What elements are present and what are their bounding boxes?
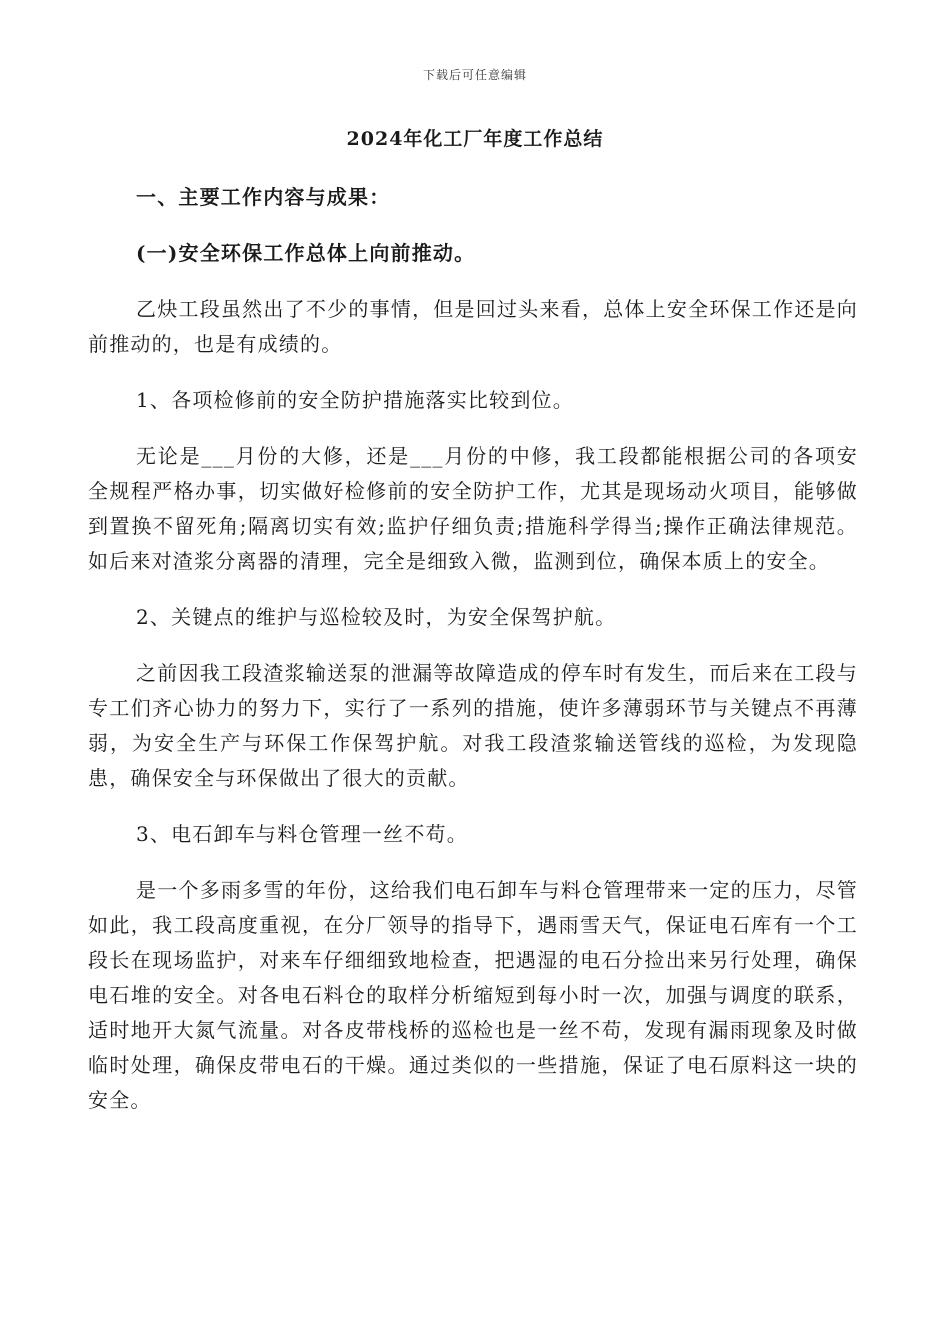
section-heading: 一、主要工作内容与成果： [136, 185, 391, 209]
subsection-heading: (一)安全环保工作总体上向前推动。 [136, 241, 476, 265]
item-1-body: 无论是___月份的大修，还是___月份的中修，我工段都能根据公司的各项安全规程严格办事，切实做好检修前的安全防护工作，尤其是现场动火项目，能够做到置换不留死角;隔离切实有效;监护仔细负责;措施科学得当;操作正确法律规范。如后来对渣浆分离器的清理，完全是细致入微，监测到位，确保本质上的安全。 [88, 444, 858, 573]
item-3-title: 3、电石卸车与料仓管理一丝不苟。 [136, 822, 468, 846]
item-1-title: 1、各项检修前的安全防护措施落实比较到位。 [136, 388, 574, 412]
item-3-body: 是一个多雨多雪的年份，这给我们电石卸车与料仓管理带来一定的压力，尽管如此，我工段高度重视，在分厂领导的指导下，遇雨雪天气，保证电石库有一个工段长在现场监护，对来车仔细细致地检查，把遇湿的电石分捡出来另行处理，确保电石堆的安全。对各电石料仓的取样分析缩短到每小时一次，加强与调度的联系，适时地开大氮气流量。对各皮带栈桥的巡检也是一丝不苟，发现有漏雨现象及时做临时处理，确保皮带电石的干燥。通过类似的一些措施，保证了电石原料这一块的安全。 [88, 878, 858, 1112]
document-body [88, 180, 858, 1139]
document-title: 2024年化工厂年度工作总结 [346, 128, 604, 150]
item-2-title: 2、关键点的维护与巡检较及时，为安全保驾护航。 [136, 605, 617, 629]
intro-paragraph: 乙炔工段虽然出了不少的事情，但是回过头来看，总体上安全环保工作还是向前推动的，也是有成绩的。 [88, 297, 858, 356]
item-2-body: 之前因我工段渣浆输送泵的泄漏等故障造成的停车时有发生，而后来在工段与专工们齐心协力的努力下，实行了一系列的措施，使许多薄弱环节与关键点不再薄弱，为安全生产与环保工作保驾护航。对我工段渣浆输送管线的巡检，为发现隐患，确保安全与环保做出了很大的贡献。 [88, 661, 858, 790]
header-note: 下载后可任意编辑 [422, 68, 527, 82]
